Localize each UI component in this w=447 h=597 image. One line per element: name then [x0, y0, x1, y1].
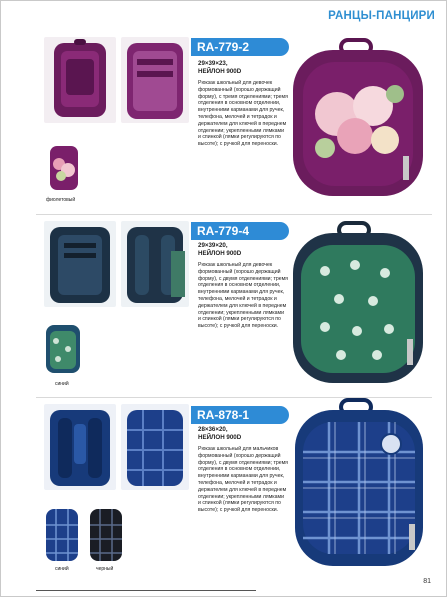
product-2-inside-view-photo	[44, 221, 116, 307]
product-3-sku: RA-878-1	[191, 406, 289, 424]
divider-1	[36, 214, 432, 215]
product-3-color-label-black: черный	[96, 566, 114, 572]
footer-line	[36, 590, 256, 591]
product-2-main-photo	[285, 221, 435, 387]
product-2-material: НЕЙЛОН 900D	[198, 249, 242, 257]
product-3-material: НЕЙЛОН 900D	[198, 433, 242, 441]
product-2-color-label: синий	[55, 381, 69, 387]
product-3-specs	[198, 426, 241, 441]
product-3-color-swatch-blue	[42, 505, 82, 563]
product-1-description: Рюкзак школьный для девочек формованный (хорошо держащий форму), с тремя отделениями; тремя отделения в основном отделении, внутренними карманами для ручек, телефона, мелочей и тетрадок и держателем для ключей в переднем отделении; укрепленными лямками и спинкой (лямки регулируются по высоте); с ручкой для переноски.	[198, 80, 288, 148]
product-3-size: 28×36×20,	[198, 426, 228, 433]
product-3-main-photo	[287, 398, 437, 570]
product-1-size: 29×39×23,	[198, 60, 228, 67]
product-2-description: Рюкзак школьный для девочек формованный (хорошо держащий форму), с двумя отделениями; тремя отделения в основном отделении, внутренними карманами для ручек, телефона, мелочей и тетрадок и держателем для ключей в переднем отделении; укрепленными лямками и спинкой (лямки регулируются по высоте); с ручкой для переноски.	[198, 262, 288, 330]
product-1-color-label: фиолетовый	[46, 197, 76, 203]
product-3-color-swatch-black	[86, 505, 126, 563]
product-2-sku: RA-779-4	[191, 222, 289, 240]
product-3-color-label-blue: синий	[55, 566, 69, 572]
product-2-back-view-photo	[121, 221, 189, 307]
product-2-color-swatch	[40, 321, 86, 375]
product-3-description: Рюкзак школьный для мальчиков формованный (хорошо держащий форму), с двумя отделениями; тремя отделения в основном отделении, внутренними карманами для ручек, телефона, мелочей и тетрадок и держателем для ключей в переднем отделении; укрепленными лямками и спинкой (лямки регулируются по высоте); с ручкой для переноски.	[198, 446, 288, 514]
product-1-color-swatch	[47, 142, 81, 192]
product-2-size: 29×39×20,	[198, 242, 228, 249]
product-2-specs	[198, 242, 241, 257]
product-3-back-view-photo	[44, 404, 116, 490]
product-1-material: НЕЙЛОН 900D	[198, 67, 242, 75]
product-3-detail-photo	[121, 404, 189, 490]
product-1-back-view-photo	[44, 37, 116, 123]
product-1-main-photo	[285, 36, 437, 200]
product-1-inside-view-photo	[121, 37, 189, 123]
page-number: 81	[423, 578, 431, 585]
product-1-sku: RA-779-2	[191, 38, 289, 56]
product-1-specs	[198, 60, 241, 75]
section-title: РАНЦЫ-ПАНЦИРИ	[328, 10, 435, 22]
